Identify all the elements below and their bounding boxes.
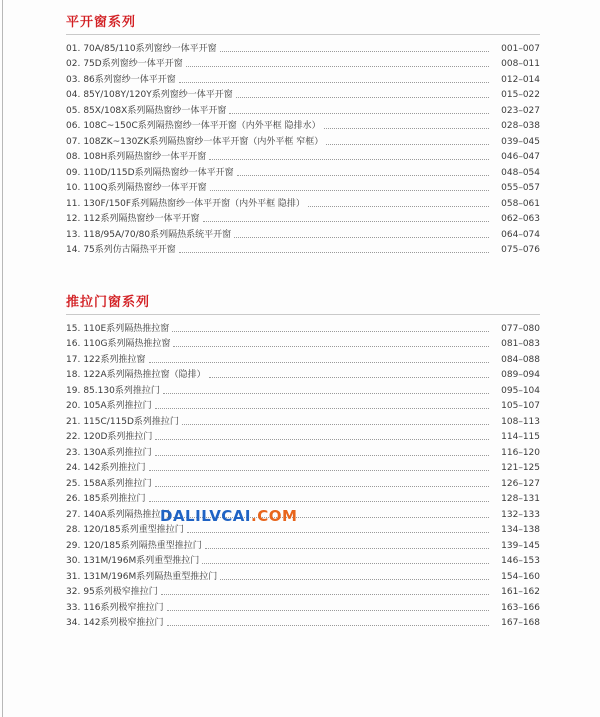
toc-dot-leader xyxy=(155,486,489,487)
toc-entry xyxy=(66,241,540,257)
toc-entry-title: 75D系列窗纱一体平开窗 xyxy=(83,59,183,69)
toc-list xyxy=(66,319,540,629)
toc-entry-title: 85X/108X系列隔热窗纱一体平开窗 xyxy=(83,105,227,116)
toc-entry-title: 86系列窗纱一体平开窗 xyxy=(83,74,176,85)
toc-entry-pages: 077–080 xyxy=(501,323,540,334)
toc-entry-pages: 128–131 xyxy=(501,494,540,504)
toc-dot-leader xyxy=(220,51,489,52)
toc-entry-title: 122系列推拉窗 xyxy=(83,354,146,365)
toc-dot-leader xyxy=(155,408,489,409)
toc-entry xyxy=(66,55,540,71)
toc-entry-pages: 121–125 xyxy=(501,463,540,473)
toc-entry-title: 108H系列隔热窗纱一体平开窗 xyxy=(83,152,207,162)
toc-entry-number: 05. xyxy=(66,105,81,116)
toc-entry-number: 10. xyxy=(66,183,81,193)
toc-entry-title: 116系列极窄推拉门 xyxy=(83,602,164,613)
toc-entry-pages: 114–115 xyxy=(501,432,540,442)
toc-dot-leader xyxy=(210,190,489,191)
toc-entry-title: 115C/115D系列推拉门 xyxy=(83,416,179,427)
toc-entry xyxy=(66,505,540,521)
watermark-suffix-text: .COM xyxy=(251,507,298,525)
toc-entry-number: 23. xyxy=(66,447,81,458)
toc-entry-number: 04. xyxy=(66,90,81,100)
toc-entry-title: 158A系列推拉门 xyxy=(83,478,152,489)
toc-entry-number: 26. xyxy=(66,494,81,504)
toc-dot-leader xyxy=(179,82,489,83)
toc-entry-pages: 062–063 xyxy=(501,214,540,224)
toc-dot-leader xyxy=(237,175,489,176)
watermark-main-text: DALILVCAI xyxy=(160,507,251,525)
toc-entry-pages: 058–061 xyxy=(501,198,540,209)
toc-entry-pages: 084–088 xyxy=(501,354,540,365)
toc-entry-title: 95系列极窄推拉门 xyxy=(83,587,158,597)
toc-entry xyxy=(66,428,540,444)
toc-entry-number: 09. xyxy=(66,167,81,178)
toc-entry xyxy=(66,490,540,506)
toc-entry-pages: 154–160 xyxy=(501,571,540,582)
section-title: 推拉门窗系列 xyxy=(66,295,151,310)
toc-entry xyxy=(66,194,540,210)
toc-dot-leader xyxy=(155,439,489,440)
toc-entry xyxy=(66,225,540,241)
toc-entry xyxy=(66,366,540,382)
toc-entry-pages: 001–007 xyxy=(501,43,540,54)
toc-entry xyxy=(66,70,540,86)
page-edge-line xyxy=(2,0,3,717)
toc-entry-title: 142系列极窄推拉门 xyxy=(83,618,164,628)
toc-entry xyxy=(66,397,540,413)
toc-dot-leader xyxy=(149,470,489,471)
toc-entry-number: 19. xyxy=(66,385,81,396)
toc-entry-title: 120/185系列重型推拉门 xyxy=(83,525,184,535)
toc-entry-pages: 105–107 xyxy=(501,401,540,411)
toc-entry-number: 33. xyxy=(66,602,81,613)
toc-entry-title: 112系列隔热窗纱一体平开窗 xyxy=(83,214,200,224)
toc-entry-pages: 116–120 xyxy=(501,447,540,458)
toc-entry xyxy=(66,39,540,55)
toc-entry xyxy=(66,567,540,583)
toc-entry-number: 32. xyxy=(66,587,81,597)
toc-entry xyxy=(66,614,540,630)
toc-entry-pages: 139–145 xyxy=(501,540,540,551)
toc-entry xyxy=(66,163,540,179)
toc-dot-leader xyxy=(229,113,489,114)
toc-entry xyxy=(66,86,540,102)
toc-entry-number: 30. xyxy=(66,556,81,566)
toc-entry xyxy=(66,521,540,537)
toc-entry xyxy=(66,459,540,475)
toc-entry-pages: 028–038 xyxy=(501,121,540,131)
toc-dot-leader xyxy=(167,610,489,611)
toc-entry xyxy=(66,598,540,614)
toc-entry-number: 21. xyxy=(66,416,81,427)
section-sliding-doors-windows xyxy=(66,294,540,629)
toc-dot-leader xyxy=(149,362,489,363)
toc-entry-pages: 048–054 xyxy=(501,167,540,178)
toc-entry-title: 110D/115D系列隔热窗纱一体平开窗 xyxy=(83,167,234,178)
toc-entry-pages: 126–127 xyxy=(501,478,540,489)
toc-entry-title: 75系列仿古隔热平开窗 xyxy=(83,245,176,255)
toc-dot-leader xyxy=(203,221,489,222)
section-casement-windows xyxy=(66,14,540,256)
toc-dot-leader xyxy=(163,393,489,394)
toc-entry-number: 29. xyxy=(66,540,81,551)
section-title: 平开窗系列 xyxy=(66,15,137,30)
toc-entry-pages: 167–168 xyxy=(501,618,540,628)
toc-entry-number: 27. xyxy=(66,509,81,520)
toc-entry-pages: 064–074 xyxy=(501,229,540,240)
toc-entry-title: 185系列推拉门 xyxy=(83,494,146,504)
toc-entry-pages: 089–094 xyxy=(501,370,540,380)
toc-entry-number: 01. xyxy=(66,43,81,54)
toc-entry-number: 03. xyxy=(66,74,81,85)
toc-entry-title: 85.130系列推拉门 xyxy=(83,385,160,396)
toc-entry-number: 07. xyxy=(66,136,81,147)
toc-dot-leader xyxy=(149,501,489,502)
toc-dot-leader xyxy=(326,144,489,145)
toc-entry-title: 142系列推拉门 xyxy=(83,463,146,473)
toc-entry-number: 24. xyxy=(66,463,81,473)
toc-dot-leader xyxy=(155,455,489,456)
toc-entry-pages: 046–047 xyxy=(501,152,540,162)
toc-entry-number: 08. xyxy=(66,152,81,162)
toc-entry-title: 140A系列隔热推拉门 xyxy=(83,509,170,520)
toc-entry-pages: 134–138 xyxy=(501,525,540,535)
toc-entry-pages: 161–162 xyxy=(501,587,540,597)
toc-entry xyxy=(66,117,540,133)
toc-entry xyxy=(66,350,540,366)
toc-entry xyxy=(66,210,540,226)
toc-entry-pages: 055–057 xyxy=(501,183,540,193)
toc-entry-title: 110G系列隔热推拉窗 xyxy=(83,339,171,349)
toc-dot-leader xyxy=(172,331,489,332)
toc-entry-pages: 081–083 xyxy=(501,339,540,349)
toc-entry-title: 131M/196M系列隔热重型推拉门 xyxy=(83,571,218,582)
site-watermark xyxy=(160,507,297,525)
toc-dot-leader xyxy=(324,128,489,129)
toc-entry-number: 06. xyxy=(66,121,81,131)
toc-entry-pages: 146–153 xyxy=(501,556,540,566)
toc-entry-number: 25. xyxy=(66,478,81,489)
toc-entry-number: 31. xyxy=(66,571,81,582)
toc-entry-pages: 012–014 xyxy=(501,74,540,85)
toc-entry-pages: 163–166 xyxy=(501,602,540,613)
toc-entry-title: 130A系列推拉门 xyxy=(83,447,152,458)
toc-entry-number: 34. xyxy=(66,618,81,628)
toc-dot-leader xyxy=(308,206,489,207)
toc-entry xyxy=(66,536,540,552)
section-divider xyxy=(66,34,540,35)
toc-entry xyxy=(66,319,540,335)
section-divider xyxy=(66,314,540,315)
toc-dot-leader xyxy=(202,563,489,564)
toc-entry-pages: 132–133 xyxy=(501,509,540,520)
toc-entry xyxy=(66,101,540,117)
toc-entry xyxy=(66,412,540,428)
toc-entry-pages: 075–076 xyxy=(501,245,540,255)
toc-entry-title: 108C~150C系列隔热窗纱一体平开窗（内外平框 隐排水） xyxy=(83,121,321,131)
toc-entry-title: 130F/150F系列隔热窗纱一体平开窗（内外平框 隐排） xyxy=(83,198,305,209)
toc-entry xyxy=(66,552,540,568)
toc-dot-leader xyxy=(236,97,489,98)
toc-entry-number: 28. xyxy=(66,525,81,535)
toc-entry-title: 131M/196M系列重型推拉门 xyxy=(83,556,200,566)
toc-entry xyxy=(66,179,540,195)
toc-entry-title: 118/95A/70/80系列隔热系统平开窗 xyxy=(83,229,232,240)
toc-entry-title: 85Y/108Y/120Y系列窗纱一体平开窗 xyxy=(83,90,233,100)
toc-list xyxy=(66,39,540,256)
toc-entry-number: 02. xyxy=(66,59,81,69)
toc-entry xyxy=(66,335,540,351)
toc-entry-title: 120D系列推拉门 xyxy=(83,432,153,442)
toc-entry-number: 18. xyxy=(66,370,81,380)
toc-dot-leader xyxy=(173,346,489,347)
toc-entry-title: 110Q系列隔热窗纱一体平开窗 xyxy=(83,183,207,193)
toc-entry-number: 17. xyxy=(66,354,81,365)
toc-entry xyxy=(66,443,540,459)
toc-entry-pages: 015–022 xyxy=(501,90,540,100)
toc-dot-leader xyxy=(205,548,489,549)
toc-entry-number: 13. xyxy=(66,229,81,240)
toc-dot-leader xyxy=(234,237,489,238)
toc-entry xyxy=(66,381,540,397)
toc-entry-title: 108ZK~130ZK系列隔热窗纱一体平开窗（内外平框 窄框） xyxy=(83,136,324,147)
toc-dot-leader xyxy=(179,252,489,253)
toc-entry xyxy=(66,148,540,164)
toc-dot-leader xyxy=(182,424,489,425)
toc-entry-pages: 008–011 xyxy=(501,59,540,69)
toc-entry-pages: 039–045 xyxy=(501,136,540,147)
toc-entry xyxy=(66,132,540,148)
toc-entry-pages: 108–113 xyxy=(501,416,540,427)
toc-entry-pages: 023–027 xyxy=(501,105,540,116)
toc-entry-title: 122A系列隔热推拉窗（隐排） xyxy=(83,370,206,380)
toc-entry-number: 16. xyxy=(66,339,81,349)
toc-entry-title: 105A系列推拉门 xyxy=(83,401,152,411)
toc-entry-title: 70A/85/110系列窗纱一体平开窗 xyxy=(83,43,217,54)
toc-entry-number: 12. xyxy=(66,214,81,224)
toc-dot-leader xyxy=(161,594,489,595)
toc-entry-number: 14. xyxy=(66,245,81,255)
toc-entry-title: 120/185系列隔热重型推拉门 xyxy=(83,540,202,551)
toc-dot-leader xyxy=(220,579,489,580)
toc-entry-number: 20. xyxy=(66,401,81,411)
toc-entry xyxy=(66,474,540,490)
toc-dot-leader xyxy=(167,625,489,626)
toc-entry xyxy=(66,583,540,599)
toc-entry-number: 15. xyxy=(66,323,81,334)
toc-entry-number: 11. xyxy=(66,198,81,209)
toc-dot-leader xyxy=(187,532,489,533)
toc-dot-leader xyxy=(209,159,489,160)
toc-entry-pages: 095–104 xyxy=(501,385,540,396)
toc-entry-title: 110E系列隔热推拉窗 xyxy=(83,323,170,334)
toc-dot-leader xyxy=(186,66,489,67)
toc-entry-number: 22. xyxy=(66,432,81,442)
toc-dot-leader xyxy=(209,377,489,378)
